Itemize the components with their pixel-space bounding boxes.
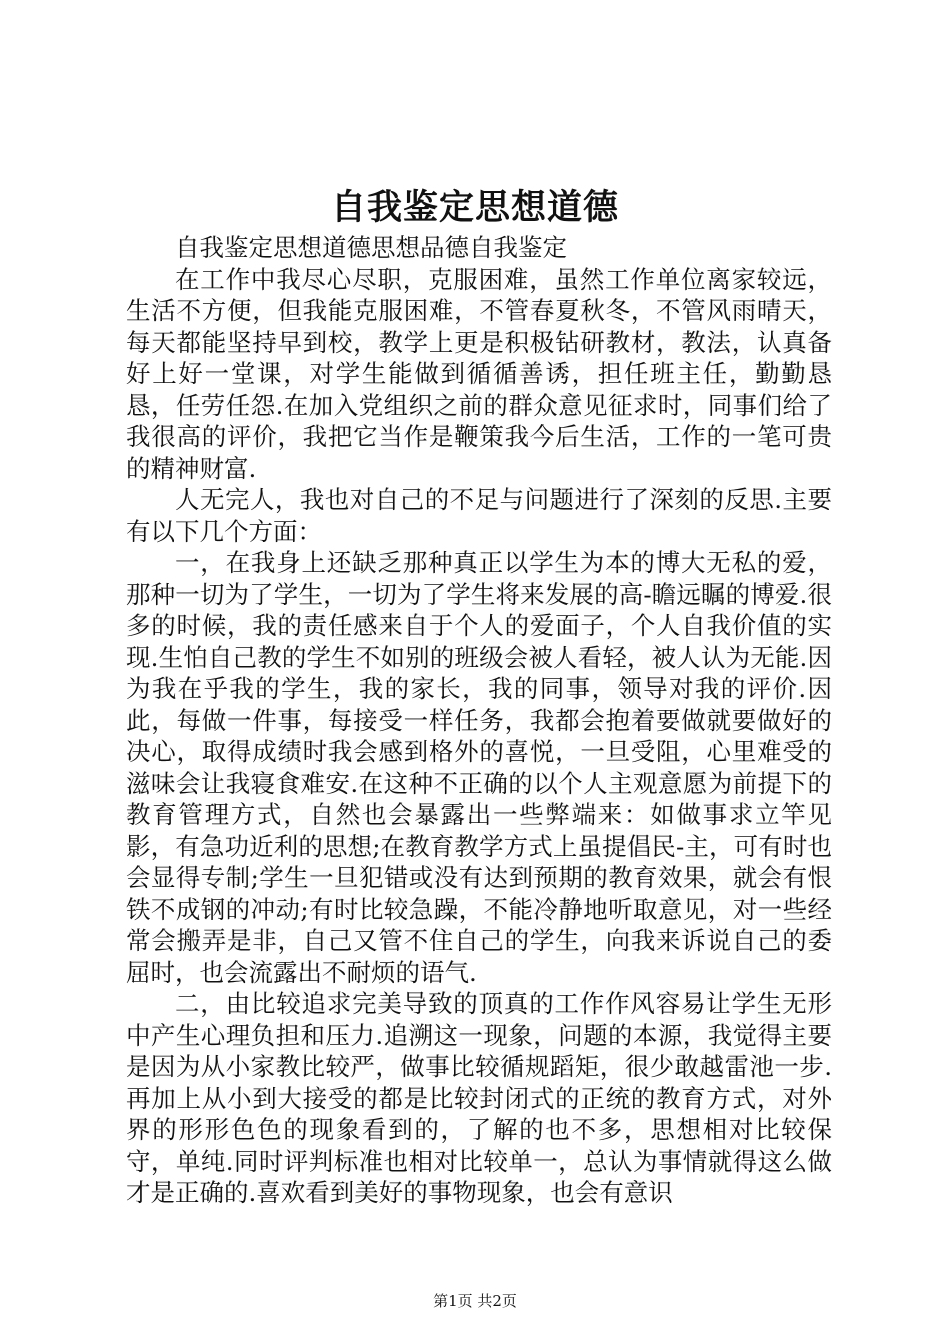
document-title: 自我鉴定思想道德 <box>330 187 619 228</box>
paragraph-work-attitude: 在工作中我尽心尽职，克服困难，虽然工作单位离家较远，生活不方便，但我能克服困难，不管春夏秋冬，不管风雨晴天，每天都能坚持早到校，教学上更是积极钻研教材，教法，认真备好上好一堂课，对学生能做到循循善诱，担任班主任，勤勤恳恳，任劳任怨.在加入党组织之前的群众意见征求时，同事们给了我很高的评价，我把它当作是鞭策我今后生活，工作的一笔可贵的精神财富. <box>126 264 832 483</box>
paragraph-point-one: 一，在我身上还缺乏那种真正以学生为本的博大无私的爱，那种一切为了学生，一切为了学生将来发展的高-瞻远瞩的博爱.很多的时候，我的责任感来自于个人的爱面子，个人自我价值的实现.生怕自己教的学生不如别的班级会被人看轻，被人认为无能.因为我在乎我的学生，我的家长，我的同事，领导对我的评价.因此，每做一件事，每接受一样任务，我都会抱着要做就要做好的决心，取得成绩时我会感到格外的喜悦，一旦受阻，心里难受的滋味会让我寝食难安.在这种不正确的以个人主观意愿为前提下的教育管理方式，自然也会暴露出一些弊端来：如做事求立竿见影，有急功近利的思想;在教育教学方式上虽提倡民-主，可有时也会显得专制;学生一旦犯错或没有达到预期的教育效果，就会有恨铁不成钢的冲动;有时比较急躁，不能冷静地听取意见，对一些经常会搬弄是非，自己又管不住自己的学生，向我来诉说自己的委屈时，也会流露出不耐烦的语气. <box>126 548 832 987</box>
page-number-footer: 第1页 共2页 <box>433 1292 517 1310</box>
document-body <box>126 232 832 1209</box>
paragraph-point-two: 二，由比较追求完美导致的顶真的工作作风容易让学生无形中产生心理负担和压力.追溯这一现象，问题的本源，我觉得主要是因为从小家教比较严，做事比较循规蹈矩，很少敢越雷池一步.再加上从小到大接受的都是比较封闭式的正统的教育方式，对外界的形形色色的现象看到的，了解的也不多，思想相对比较保守，单纯.同时评判标准也相对比较单一，总认为事情就得这么做才是正确的.喜欢看到美好的事物现象，也会有意识 <box>126 989 832 1207</box>
paragraph-subtitle: 自我鉴定思想道德思想品德自我鉴定 <box>175 233 567 262</box>
paragraph-reflection-intro: 人无完人，我也对自己的不足与问题进行了深刻的反思.主要有以下几个方面： <box>126 485 832 546</box>
